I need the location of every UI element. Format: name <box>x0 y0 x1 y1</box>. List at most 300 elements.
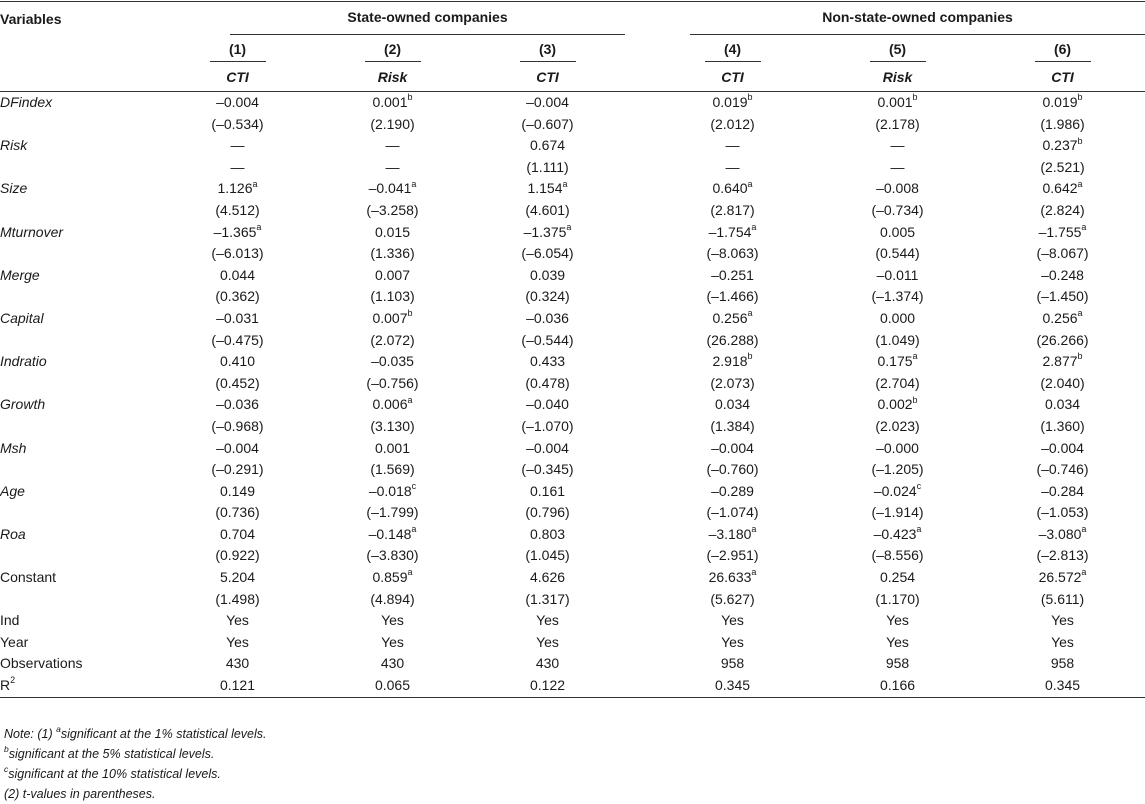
significance-marker: b <box>912 92 918 103</box>
footer-label-text: Ind <box>0 612 20 629</box>
variables-header: Variables <box>0 10 62 27</box>
t-value-cell: (0.324) <box>525 288 570 305</box>
note-text: (2) t-values in parentheses. <box>4 787 156 801</box>
coef-cell <box>815 438 980 460</box>
footer-value: 0.345 <box>980 675 1145 697</box>
t-value-cell: (–6.054) <box>521 245 574 262</box>
coef-cell <box>315 438 470 460</box>
t-value-row <box>0 330 1145 352</box>
coef-cell <box>650 308 815 330</box>
t-value-cell: (1.111) <box>526 158 569 175</box>
coef-cell <box>980 524 1145 546</box>
coef-value: –0.008 <box>876 180 919 197</box>
t-value-cell: (–8.063) <box>706 245 759 262</box>
coef-cell <box>160 438 315 460</box>
significance-marker: a <box>1081 221 1087 232</box>
t-value-row <box>0 200 1145 222</box>
coef-value: 1.154 <box>527 180 563 197</box>
significance-marker: a <box>411 178 417 189</box>
coef-row <box>0 178 1145 200</box>
t-value-cell: (–8.067) <box>1036 245 1089 262</box>
footer-value: Yes <box>381 633 404 650</box>
coef-value: 0.674 <box>529 137 566 154</box>
coef-cell <box>650 265 815 287</box>
t-value-cell: (–1.799) <box>366 504 419 521</box>
t-value-cell: (0.736) <box>215 504 260 521</box>
significance-marker: a <box>252 178 258 189</box>
coef-value: 0.015 <box>374 223 411 240</box>
gap-cell <box>625 63 650 92</box>
coef-cell <box>980 394 1145 416</box>
t-value-cell: (3.130) <box>370 417 415 434</box>
t-value-cell: (2.190) <box>370 115 415 132</box>
coef-cell <box>980 481 1145 503</box>
significance-marker: a <box>1077 178 1083 189</box>
dependent-var-4: CTI <box>721 69 744 85</box>
coef-cell <box>815 394 980 416</box>
footer-label <box>0 610 160 632</box>
t-value-cell: (4.601) <box>525 201 570 218</box>
coef-cell <box>980 351 1145 373</box>
footer-value: Yes <box>1051 612 1074 629</box>
t-value-cell: (1.317) <box>525 590 570 607</box>
variable-name: Msh <box>0 439 27 456</box>
t-value-cell: (0.922) <box>215 547 260 564</box>
t-value-cell: (0.544) <box>875 245 920 262</box>
coef-value: –0.284 <box>1041 482 1084 499</box>
variable-name: Capital <box>0 309 44 326</box>
footer-value: 430 <box>380 655 405 672</box>
coef-cell <box>815 351 980 373</box>
coef-row <box>0 92 1145 114</box>
coef-value: –0.024 <box>873 482 917 499</box>
gap-cell <box>625 265 650 287</box>
coef-value: 0.001 <box>877 94 913 110</box>
gap-cell <box>625 135 650 157</box>
gap-cell <box>625 308 650 330</box>
t-value-cell: (1.384) <box>710 417 755 434</box>
coef-value: 2.877 <box>1042 353 1078 370</box>
footer-value: 958 <box>1050 655 1075 672</box>
coef-value: 5.204 <box>219 569 256 586</box>
footer-label <box>0 632 160 654</box>
coef-value: –0.004 <box>1041 439 1084 456</box>
dependent-variable-row <box>0 63 1145 92</box>
significance-marker: a <box>566 221 572 232</box>
dependent-var-cell <box>470 63 625 92</box>
coef-value: –0.004 <box>526 94 569 110</box>
significance-marker: a <box>751 567 757 578</box>
coef-cell <box>315 394 470 416</box>
coef-value: 0.175 <box>877 353 913 370</box>
column-number-cell <box>160 35 315 63</box>
group-state-owned <box>160 2 625 35</box>
dependent-var-cell <box>160 63 315 92</box>
t-value-cell: (–0.968) <box>211 417 264 434</box>
t-value-cell: — <box>890 158 905 175</box>
gap-cell <box>625 394 650 416</box>
coef-cell <box>980 178 1145 200</box>
coef-cell <box>160 178 315 200</box>
t-value-cell: (–1.205) <box>871 461 924 478</box>
coef-value: 0.006 <box>372 396 408 413</box>
t-value-row <box>0 114 1145 136</box>
coef-cell <box>160 394 315 416</box>
column-number-4: (4) <box>705 37 761 62</box>
column-number-cell <box>315 35 470 63</box>
footer-value: Yes <box>226 633 249 650</box>
dependent-var-3: CTI <box>536 69 559 85</box>
significance-marker: b <box>747 92 753 103</box>
coef-value: –0.289 <box>711 482 754 499</box>
variable-name: Risk <box>0 137 28 154</box>
coef-cell <box>470 265 625 287</box>
note-text: significant at the 5% statistical levels. <box>8 747 215 761</box>
significance-marker: b <box>407 92 413 103</box>
t-value-cell: (–0.291) <box>211 461 264 478</box>
t-value-cell: (–1.466) <box>706 288 759 305</box>
footer-row <box>0 632 1145 654</box>
coef-value: 0.000 <box>879 309 916 326</box>
coef-cell <box>315 92 470 114</box>
t-value-cell: (1.569) <box>370 461 415 478</box>
footer-label-text: R <box>0 677 11 694</box>
coef-cell <box>470 351 625 373</box>
dependent-var-cell <box>815 63 980 92</box>
footer-value: 0.345 <box>650 675 815 697</box>
coef-value: –0.004 <box>711 439 754 456</box>
footer-label <box>0 653 160 675</box>
coef-value: –1.754 <box>708 223 752 240</box>
t-value-cell: (–0.345) <box>521 461 574 478</box>
coef-cell <box>160 265 315 287</box>
note-line <box>4 784 267 804</box>
dependent-var-cell <box>980 63 1145 92</box>
footer-value: Yes <box>721 633 744 650</box>
t-value-cell: (2.704) <box>875 374 920 391</box>
dependent-var-label-empty <box>0 63 160 92</box>
t-value-cell: (2.521) <box>1040 158 1085 175</box>
significance-marker: b <box>407 308 413 319</box>
t-value-cell: (–8.556) <box>871 547 924 564</box>
coef-cell <box>160 524 315 546</box>
coef-cell <box>815 567 980 589</box>
coef-cell <box>160 481 315 503</box>
t-value-cell: (2.073) <box>710 374 755 391</box>
coef-row <box>0 135 1145 157</box>
coef-cell <box>315 481 470 503</box>
dependent-var-cell <box>650 63 815 92</box>
coef-value: 0.019 <box>712 94 748 110</box>
t-value-row <box>0 589 1145 611</box>
t-value-cell: (4.894) <box>370 590 415 607</box>
column-number-cell <box>980 35 1145 63</box>
footer-label-superscript: 2 <box>10 675 16 686</box>
coef-value: 0.803 <box>529 525 566 542</box>
coef-cell <box>980 438 1145 460</box>
t-value-cell: (1.103) <box>370 288 415 305</box>
t-value-cell: — <box>230 158 245 175</box>
coef-row <box>0 265 1145 287</box>
coef-cell <box>815 135 980 157</box>
t-value-row <box>0 459 1145 481</box>
t-row-label-empty <box>0 157 160 179</box>
t-value-cell: (–2.813) <box>1036 547 1089 564</box>
coef-cell <box>470 524 625 546</box>
gap-cell <box>625 502 650 524</box>
coef-cell <box>650 178 815 200</box>
coef-value: –0.040 <box>526 396 569 413</box>
coef-row <box>0 438 1145 460</box>
significance-marker: a <box>407 567 413 578</box>
coef-value: –0.251 <box>711 266 754 283</box>
gap-cell <box>625 610 650 632</box>
coef-cell <box>815 265 980 287</box>
t-value-cell: (–0.756) <box>366 374 419 391</box>
t-value-cell: (4.512) <box>215 201 260 218</box>
t-value-cell: (1.986) <box>1040 115 1085 132</box>
coef-row <box>0 567 1145 589</box>
dependent-var-5: Risk <box>882 69 913 85</box>
variable-name: Size <box>0 180 28 197</box>
column-number-cell <box>815 35 980 63</box>
coef-value: 0.256 <box>712 309 748 326</box>
coef-value: –0.004 <box>216 439 259 456</box>
note-line <box>4 724 267 744</box>
coef-value: –1.755 <box>1038 223 1082 240</box>
footer-value: Yes <box>536 612 559 629</box>
regression-table <box>0 2 1145 698</box>
coef-cell <box>160 92 315 114</box>
column-number-row <box>0 35 1145 63</box>
t-value-row <box>0 157 1145 179</box>
dependent-var-2: Risk <box>377 69 408 85</box>
t-value-cell: (5.611) <box>1040 590 1085 607</box>
t-value-cell: (1.049) <box>875 331 920 348</box>
coef-cell <box>980 222 1145 244</box>
t-value-cell: (2.817) <box>710 201 755 218</box>
variable-name: Constant <box>0 569 57 586</box>
footer-value: 0.122 <box>470 675 625 697</box>
t-row-label-empty <box>0 330 160 352</box>
t-value-cell: (0.452) <box>215 374 260 391</box>
coef-value: –3.180 <box>708 525 752 542</box>
footer-value: 958 <box>885 655 910 672</box>
t-value-row <box>0 545 1145 567</box>
t-row-label-empty <box>0 373 160 395</box>
t-value-cell: (2.012) <box>710 115 755 132</box>
significance-marker: a <box>747 308 753 319</box>
t-row-label-empty <box>0 286 160 308</box>
coef-cell <box>160 308 315 330</box>
significance-marker: b <box>912 394 918 405</box>
t-row-label-empty <box>0 589 160 611</box>
column-number-cell <box>650 35 815 63</box>
coef-value: –0.036 <box>216 396 259 413</box>
coef-cell <box>815 308 980 330</box>
t-value-cell: (2.040) <box>1040 374 1085 391</box>
variable-name: Growth <box>0 396 46 413</box>
significance-marker: a <box>751 524 757 535</box>
t-value-cell: (–1.070) <box>521 417 574 434</box>
gap-cell <box>625 481 650 503</box>
coef-value: 0.007 <box>372 309 408 326</box>
t-value-cell: (–0.544) <box>521 331 574 348</box>
coef-cell <box>470 135 625 157</box>
coef-value: –0.004 <box>526 439 569 456</box>
coef-row <box>0 351 1145 373</box>
gap-cell <box>625 243 650 265</box>
significance-marker: a <box>1077 308 1083 319</box>
t-value-cell: (0.478) <box>525 374 570 391</box>
group-non-state-owned-label: Non-state-owned companies <box>822 9 1013 25</box>
gap-cell <box>625 653 650 675</box>
footer-value: 0.121 <box>160 675 315 697</box>
coef-cell <box>315 135 470 157</box>
column-number-3: (3) <box>520 37 576 62</box>
note-prefix: Note: (1) <box>4 727 57 741</box>
t-value-cell: (–0.734) <box>871 201 924 218</box>
t-value-cell: (–0.760) <box>706 461 759 478</box>
significance-marker: b <box>747 351 753 362</box>
t-value-row <box>0 286 1145 308</box>
gap-cell <box>625 373 650 395</box>
variable-name: DFindex <box>0 94 53 110</box>
gap-cell <box>625 438 650 460</box>
gap-cell <box>625 416 650 438</box>
significance-marker: a <box>1081 524 1087 535</box>
coef-value: 26.633 <box>708 569 752 586</box>
coef-value: 0.002 <box>877 396 913 413</box>
coef-cell <box>470 222 625 244</box>
group-header-row <box>0 2 1145 35</box>
coef-value: 0.254 <box>879 569 916 586</box>
coef-cell <box>815 524 980 546</box>
coef-cell <box>815 481 980 503</box>
coef-cell <box>315 567 470 589</box>
coef-value: 0.642 <box>1042 180 1078 197</box>
coef-cell <box>650 481 815 503</box>
gap-cell <box>625 545 650 567</box>
group-non-state-owned <box>650 2 1145 35</box>
significance-marker: c <box>916 481 922 492</box>
coef-cell <box>815 92 980 114</box>
coef-cell <box>650 524 815 546</box>
coef-cell <box>980 265 1145 287</box>
gap-cell <box>625 459 650 481</box>
gap-cell <box>625 200 650 222</box>
coef-value: –0.004 <box>216 94 259 110</box>
coef-value: 0.034 <box>714 396 751 413</box>
gap-cell <box>625 330 650 352</box>
gap-cell <box>625 351 650 373</box>
t-value-cell: (5.627) <box>710 590 755 607</box>
t-value-cell: (–1.914) <box>871 504 924 521</box>
significance-marker: a <box>751 221 757 232</box>
variable-name: Roa <box>0 525 26 542</box>
significance-marker: a <box>747 178 753 189</box>
variable-name: Mturnover <box>0 223 64 240</box>
footer-value: Yes <box>381 612 404 629</box>
coef-cell <box>315 178 470 200</box>
note-text: significant at the 10% statistical levels. <box>8 767 221 781</box>
t-value-cell: (1.498) <box>215 590 260 607</box>
coef-row <box>0 308 1145 330</box>
coef-cell <box>470 481 625 503</box>
column-number-2: (2) <box>365 37 421 62</box>
coef-value: 0.001 <box>372 94 408 110</box>
significance-marker: a <box>1081 567 1087 578</box>
coef-value: — <box>230 137 245 154</box>
coef-value: 0.034 <box>1045 396 1081 413</box>
t-value-cell: (1.336) <box>370 245 415 262</box>
variable-name: Age <box>0 482 25 499</box>
footer-value: Yes <box>1051 633 1074 650</box>
significance-marker: a <box>916 524 922 535</box>
gap-cell <box>625 632 650 654</box>
t-value-row <box>0 243 1145 265</box>
column-number-label-empty <box>0 35 160 63</box>
significance-marker: b <box>1077 135 1083 146</box>
coef-cell <box>980 135 1145 157</box>
coef-value: 0.149 <box>219 482 256 499</box>
coef-value: 0.001 <box>374 439 411 456</box>
coef-value: 0.019 <box>1042 94 1078 110</box>
significance-marker: a <box>411 524 417 535</box>
coef-cell <box>315 524 470 546</box>
coef-cell <box>470 92 625 114</box>
coef-cell <box>470 567 625 589</box>
t-value-cell: (26.288) <box>706 331 759 348</box>
coef-value: –0.036 <box>526 309 569 326</box>
t-value-cell: (2.023) <box>875 417 920 434</box>
coef-cell <box>470 438 625 460</box>
coef-cell <box>650 394 815 416</box>
coef-value: –0.031 <box>216 309 259 326</box>
coef-cell <box>315 308 470 330</box>
t-value-cell: (–0.607) <box>521 115 574 132</box>
coef-value: 0.704 <box>219 525 256 542</box>
coef-value: 0.433 <box>529 353 566 370</box>
coef-value: 1.126 <box>217 180 253 197</box>
t-value-cell: (1.170) <box>875 590 920 607</box>
significance-marker: a <box>562 178 568 189</box>
column-number-1: (1) <box>210 37 266 62</box>
footer-value: 430 <box>225 655 250 672</box>
footer-value: Yes <box>721 612 744 629</box>
coef-cell <box>160 567 315 589</box>
t-value-row <box>0 416 1145 438</box>
footer-value: Yes <box>536 633 559 650</box>
t-value-cell: (–1.374) <box>871 288 924 305</box>
variable-name: Indratio <box>0 353 47 370</box>
coef-row <box>0 524 1145 546</box>
t-value-cell: — <box>385 158 400 175</box>
t-value-row <box>0 502 1145 524</box>
coef-cell <box>470 178 625 200</box>
coef-value: 0.161 <box>529 482 566 499</box>
gap-cell <box>625 567 650 589</box>
coef-cell <box>650 135 815 157</box>
coef-value: –0.041 <box>368 180 412 197</box>
coef-cell <box>470 394 625 416</box>
coef-value: — <box>385 137 400 154</box>
footer-label-text: Year <box>0 633 29 650</box>
gap-cell <box>625 178 650 200</box>
dependent-var-cell <box>315 63 470 92</box>
coef-value: –3.080 <box>1038 525 1082 542</box>
t-value-cell: (–0.746) <box>1036 461 1089 478</box>
